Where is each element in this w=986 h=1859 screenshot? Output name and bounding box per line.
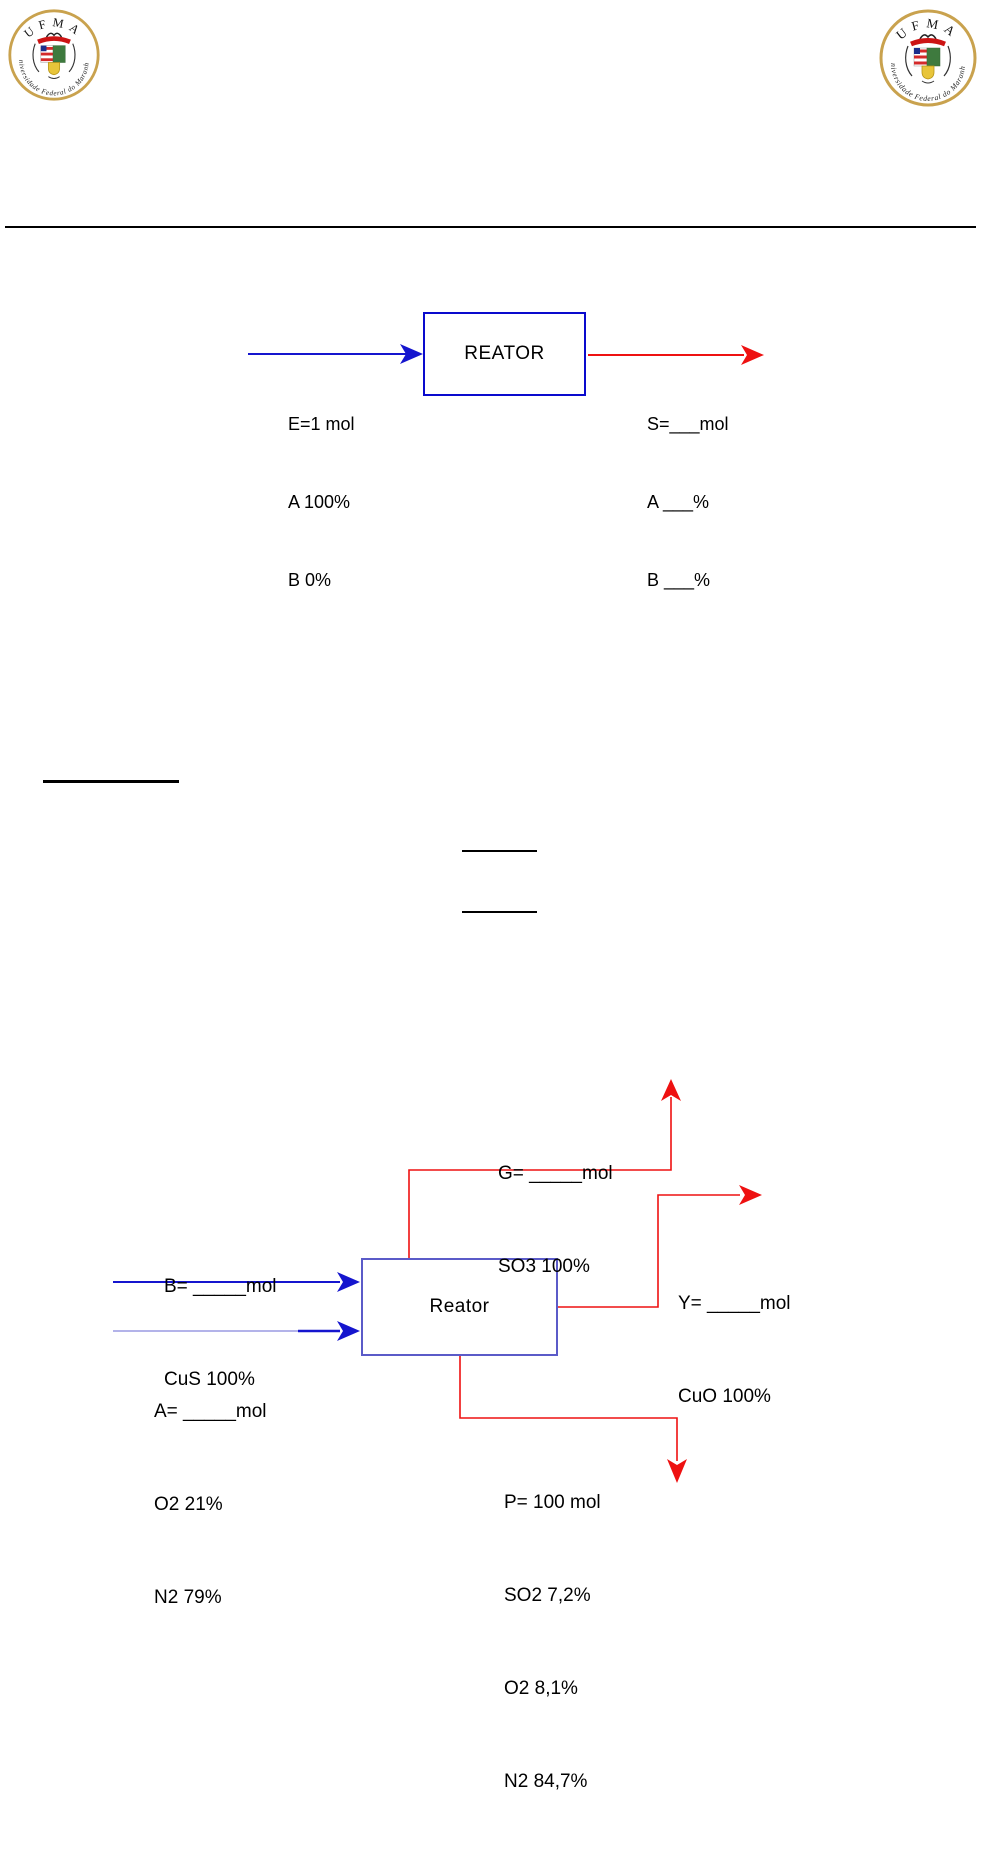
d1-outlet-arrowhead-icon <box>741 345 764 365</box>
d1-outlet-line: B ___% <box>647 570 711 590</box>
d1-outlet-label <box>647 359 729 645</box>
d2-outlet-y-arrowhead-icon <box>739 1185 762 1205</box>
d2-stream-a-line: O2 21% <box>154 1494 223 1515</box>
d2-stream-p-line: N2 84,7% <box>504 1771 588 1792</box>
formula-blank-line-2 <box>462 911 537 913</box>
d1-feed-label <box>288 359 355 645</box>
d2-stream-g-line: G= _____mol <box>498 1163 613 1184</box>
d2-feed-b-arrowhead-icon <box>337 1272 360 1292</box>
d2-reactor-label: Reator <box>429 1296 490 1317</box>
d2-stream-a-label <box>154 1334 267 1675</box>
d1-reactor-box <box>423 312 586 396</box>
d2-stream-a-line: A= _____mol <box>154 1401 267 1422</box>
seal-acronym: UFMA <box>893 15 963 43</box>
d1-outlet-line: A ___% <box>647 492 710 512</box>
d1-outlet-line: S=___mol <box>647 414 729 434</box>
d1-reactor-label: REATOR <box>464 343 545 364</box>
d2-stream-b-line: CuS 100% <box>164 1369 255 1390</box>
d2-stream-a-line: N2 79% <box>154 1587 222 1608</box>
seal-acronym: UFMA <box>21 15 87 41</box>
d2-stream-p-line: SO2 7,2% <box>504 1585 591 1606</box>
seal-name: Universidade Federal do Maranhão <box>874 1 968 104</box>
formula-blank-line-1 <box>462 850 537 852</box>
d2-stream-b-line: B= _____mol <box>164 1276 277 1297</box>
seal-name: Universidade Federal do Maranhão <box>4 2 91 98</box>
answer-underline <box>43 780 179 783</box>
d1-feed-line: B 0% <box>288 570 332 590</box>
d2-stream-g-line: SO3 100% <box>498 1256 590 1277</box>
d2-stream-y-line: CuO 100% <box>678 1386 771 1407</box>
d2-stream-y-line: Y= _____mol <box>678 1293 791 1314</box>
d2-stream-g-label <box>498 1096 613 1344</box>
d2-stream-y-label <box>678 1226 791 1474</box>
d2-stream-p-line: O2 8,1% <box>504 1678 578 1699</box>
d1-feed-line: A 100% <box>288 492 351 512</box>
d2-stream-p-label <box>504 1425 601 1859</box>
d1-feed-line: E=1 mol <box>288 414 355 434</box>
d2-stream-p-line: P= 100 mol <box>504 1492 601 1513</box>
d2-feed-a-arrowhead-icon <box>337 1321 360 1341</box>
